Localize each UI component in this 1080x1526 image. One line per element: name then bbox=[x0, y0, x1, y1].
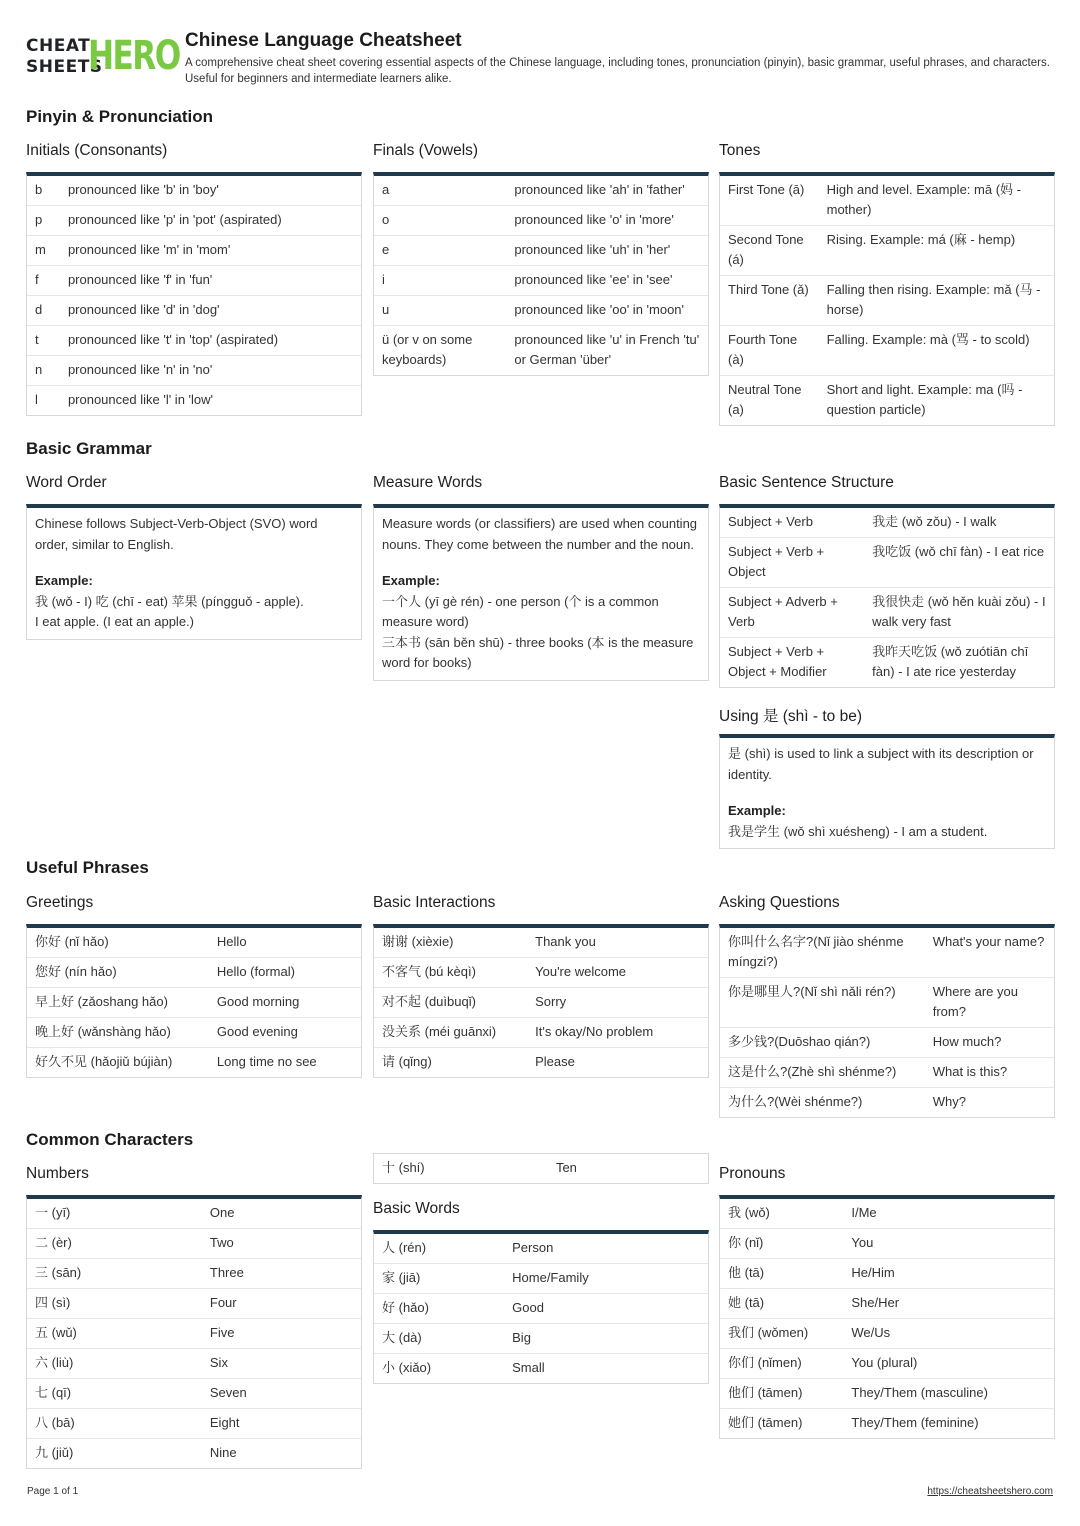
term-cell: 好久不见 (hǎojiǔ bújiàn) bbox=[35, 1054, 173, 1069]
tones-table bbox=[719, 172, 1055, 426]
interactions-table bbox=[373, 924, 709, 1078]
numbers-continued-table bbox=[373, 1153, 709, 1184]
definition-cell: Nine bbox=[209, 1445, 237, 1460]
term-cell: 好 (hǎo) bbox=[374, 1294, 504, 1324]
table-row bbox=[720, 176, 1054, 226]
definition-cell: She/Her bbox=[843, 1289, 1054, 1319]
finals-table bbox=[373, 172, 709, 376]
definition-cell: pronounced like 't' in 'top' (aspirated) bbox=[60, 326, 361, 356]
table-row bbox=[720, 1349, 1054, 1379]
term-cell: 五 (wǔ) bbox=[27, 1319, 202, 1349]
table-row bbox=[374, 1294, 708, 1324]
term-cell: a bbox=[374, 176, 506, 206]
term-cell: 对不起 (duìbuqǐ) bbox=[374, 988, 527, 1018]
term-cell: 请 (qǐng) bbox=[382, 1054, 432, 1069]
definition-cell: Please bbox=[535, 1054, 575, 1069]
definition-cell: 我吃饭 (wǒ chī fàn) - I eat rice bbox=[864, 538, 1054, 588]
term-cell: First Tone (ā) bbox=[720, 176, 819, 226]
measure-words-title: Measure Words bbox=[373, 474, 483, 491]
definition-cell: They/Them (masculine) bbox=[843, 1379, 1054, 1409]
definition-cell: Why? bbox=[932, 1094, 966, 1109]
table-row bbox=[720, 1229, 1054, 1259]
term-cell: i bbox=[374, 266, 506, 296]
table-row bbox=[720, 588, 1054, 638]
term-cell: Fourth Tone (à) bbox=[720, 326, 819, 376]
basic-words-title: Basic Words bbox=[373, 1200, 460, 1217]
table-row bbox=[720, 1028, 1054, 1058]
table-row bbox=[27, 356, 361, 386]
term-cell: l bbox=[35, 392, 38, 407]
definition-cell: Ten bbox=[555, 1160, 577, 1175]
term-cell: d bbox=[27, 296, 60, 326]
table-row bbox=[374, 206, 708, 236]
table-row bbox=[720, 376, 1054, 426]
definition-cell: Three bbox=[202, 1259, 361, 1289]
definition-cell: pronounced like 'l' in 'low' bbox=[67, 392, 214, 407]
definition-cell: Hello (formal) bbox=[209, 958, 361, 988]
table-row bbox=[720, 508, 1054, 538]
page-title: Chinese Language Cheatsheet bbox=[185, 30, 462, 51]
term-cell: 六 (liù) bbox=[27, 1349, 202, 1379]
definition-cell: pronounced like 'm' in 'mom' bbox=[60, 236, 361, 266]
table-row bbox=[720, 1199, 1054, 1229]
definition-cell: Where are you from? bbox=[925, 978, 1054, 1028]
definition-cell: Falling then rising. Example: mǎ (马 - horse) bbox=[819, 276, 1054, 326]
definition-cell: What's your name? bbox=[925, 928, 1054, 978]
term-cell: 二 (èr) bbox=[27, 1229, 202, 1259]
definition-cell: pronounced like 'd' in 'dog' bbox=[60, 296, 361, 326]
term-cell: 你是哪里人?(Nǐ shì nǎli rén?) bbox=[720, 978, 925, 1028]
term-cell: 我们 (wǒmen) bbox=[720, 1319, 843, 1349]
example-label: Example: bbox=[35, 573, 93, 588]
definition-cell: Home/Family bbox=[504, 1264, 708, 1294]
term-cell: 我 (wǒ) bbox=[720, 1199, 843, 1229]
questions-title: Asking Questions bbox=[719, 894, 840, 911]
definition-cell: Five bbox=[202, 1319, 361, 1349]
term-cell: Neutral Tone (a) bbox=[728, 382, 802, 417]
table-row bbox=[720, 638, 1054, 688]
definition-cell: Four bbox=[202, 1289, 361, 1319]
term-cell: 您好 (nín hǎo) bbox=[27, 958, 209, 988]
table-row bbox=[27, 1229, 361, 1259]
table-row bbox=[720, 1088, 1054, 1118]
term-cell: f bbox=[27, 266, 60, 296]
table-row bbox=[27, 1379, 361, 1409]
table-row bbox=[720, 928, 1054, 978]
definition-cell: 我很快走 (wǒ hěn kuài zǒu) - I walk very fast bbox=[864, 588, 1054, 638]
table-row bbox=[27, 1018, 361, 1048]
term-cell: 你好 (nǐ hǎo) bbox=[27, 928, 209, 958]
table-row bbox=[27, 958, 361, 988]
table-row bbox=[27, 1199, 361, 1229]
table-row bbox=[720, 226, 1054, 276]
section-title-phrases: Useful Phrases bbox=[26, 858, 149, 877]
table-row bbox=[374, 1264, 708, 1294]
section-title-grammar: Basic Grammar bbox=[26, 439, 152, 458]
table-row bbox=[27, 1048, 361, 1078]
definition-cell: Falling. Example: mà (骂 - to scold) bbox=[819, 326, 1054, 376]
definition-cell: What is this? bbox=[925, 1058, 1054, 1088]
definition-cell: Six bbox=[202, 1349, 361, 1379]
table-row bbox=[27, 1289, 361, 1319]
word-order-intro: Chinese follows Subject-Verb-Object (SVO) word order, similar to English. bbox=[35, 516, 318, 552]
using-shi-intro: 是 (shì) is used to link a subject with its description or identity. bbox=[728, 746, 1034, 782]
definition-cell: pronounced like 'p' in 'pot' (aspirated) bbox=[60, 206, 361, 236]
definition-cell: Good evening bbox=[209, 1018, 361, 1048]
term-cell: u bbox=[374, 296, 506, 326]
table-row bbox=[27, 1439, 361, 1469]
term-cell: 十 (shí) bbox=[382, 1160, 425, 1175]
term-cell: t bbox=[27, 326, 60, 356]
term-cell: Second Tone (á) bbox=[720, 226, 819, 276]
page-description: A comprehensive cheat sheet covering essential aspects of the Chinese language, including tones, pronunciation (pinyin), basic grammar, useful phrases, and characters. Useful for beginners and intermediate learners alike. bbox=[185, 57, 1050, 85]
measure-words-intro: Measure words (or classifiers) are used when counting nouns. They come between the number and the noun. bbox=[382, 516, 698, 552]
word-order-title: Word Order bbox=[26, 474, 107, 491]
definition-cell: Good morning bbox=[209, 988, 361, 1018]
table-row bbox=[374, 236, 708, 266]
definition-cell: 我昨天吃饭 (wǒ zuótiān chī fàn) - I ate rice yesterday bbox=[872, 644, 1029, 679]
table-row bbox=[27, 386, 361, 416]
table-row bbox=[720, 1319, 1054, 1349]
cheatsheetshero-logo[interactable] bbox=[26, 33, 180, 80]
definition-cell: I/Me bbox=[843, 1199, 1054, 1229]
table-row bbox=[374, 958, 708, 988]
definition-cell: Short and light. Example: ma (吗 - question particle) bbox=[826, 382, 1023, 417]
definition-cell: Good bbox=[504, 1294, 708, 1324]
term-cell: 他们 (tāmen) bbox=[720, 1379, 843, 1409]
term-cell: 她 (tā) bbox=[720, 1289, 843, 1319]
term-cell: 八 (bā) bbox=[27, 1409, 202, 1439]
example-label: Example: bbox=[728, 803, 786, 818]
logo-hero: HERO bbox=[88, 33, 180, 79]
term-cell: 一 (yī) bbox=[27, 1199, 202, 1229]
table-row bbox=[27, 1319, 361, 1349]
table-row bbox=[27, 1259, 361, 1289]
definition-cell: High and level. Example: mā (妈 - mother) bbox=[819, 176, 1054, 226]
definition-cell: pronounced like 'ah' in 'father' bbox=[506, 176, 708, 206]
definition-cell: It's okay/No problem bbox=[527, 1018, 708, 1048]
term-cell: 三 (sān) bbox=[27, 1259, 202, 1289]
measure-words-example-2: 三本书 (sān běn shū) - three books (本 is the measure word for books) bbox=[382, 634, 694, 670]
table-row bbox=[27, 266, 361, 296]
word-order-example: 我 (wǒ - I) 吃 (chī - eat) 苹果 (píngguǒ - apple). bbox=[35, 593, 304, 609]
numbers-title: Numbers bbox=[26, 1165, 89, 1182]
term-cell: 你 (nǐ) bbox=[720, 1229, 843, 1259]
numbers-table bbox=[26, 1195, 362, 1469]
measure-words-example-1: 一个人 (yī gè rén) - one person (个 is a common measure word) bbox=[382, 593, 659, 629]
term-cell: 晚上好 (wǎnshàng hǎo) bbox=[27, 1018, 209, 1048]
term-cell: 早上好 (zǎoshang hǎo) bbox=[27, 988, 209, 1018]
greetings-table bbox=[26, 924, 362, 1078]
definition-cell: pronounced like 'uh' in 'her' bbox=[506, 236, 708, 266]
table-row bbox=[27, 296, 361, 326]
table-row bbox=[27, 1409, 361, 1439]
table-row bbox=[374, 326, 708, 376]
term-cell: 你们 (nǐmen) bbox=[720, 1349, 843, 1379]
term-cell: 多少钱?(Duōshao qián?) bbox=[720, 1028, 925, 1058]
term-cell: o bbox=[374, 206, 506, 236]
table-row bbox=[27, 206, 361, 236]
term-cell: 谢谢 (xièxie) bbox=[374, 928, 527, 958]
initials-table bbox=[26, 172, 362, 416]
pronouns-title: Pronouns bbox=[719, 1165, 786, 1182]
definition-cell: He/Him bbox=[843, 1259, 1054, 1289]
page-number: Page 1 of 1 bbox=[27, 1486, 79, 1497]
term-cell: Subject + Verb + Object + Modifier bbox=[728, 644, 827, 679]
term-cell: Subject + Verb bbox=[720, 508, 864, 538]
section-title-characters: Common Characters bbox=[26, 1130, 194, 1149]
term-cell: 四 (sì) bbox=[27, 1289, 202, 1319]
term-cell: 不客气 (bú kèqì) bbox=[374, 958, 527, 988]
definition-cell: They/Them (feminine) bbox=[851, 1415, 979, 1430]
term-cell: 大 (dà) bbox=[374, 1324, 504, 1354]
definition-cell: Thank you bbox=[527, 928, 708, 958]
term-cell: Third Tone (ǎ) bbox=[720, 276, 819, 326]
definition-cell: pronounced like 'f' in 'fun' bbox=[60, 266, 361, 296]
definition-cell: You bbox=[843, 1229, 1054, 1259]
table-row bbox=[720, 978, 1054, 1028]
sentence-structure-title: Basic Sentence Structure bbox=[719, 474, 894, 491]
pronouns-table bbox=[719, 1195, 1055, 1439]
greetings-title: Greetings bbox=[26, 894, 94, 911]
term-cell: e bbox=[374, 236, 506, 266]
definition-cell: pronounced like 'oo' in 'moon' bbox=[506, 296, 708, 326]
questions-table bbox=[719, 924, 1055, 1118]
table-row bbox=[720, 326, 1054, 376]
term-cell: 九 (jiǔ) bbox=[35, 1445, 74, 1460]
term-cell: n bbox=[27, 356, 60, 386]
term-cell: 这是什么?(Zhè shì shénme?) bbox=[720, 1058, 925, 1088]
table-row bbox=[374, 1018, 708, 1048]
word-order-box bbox=[26, 504, 362, 640]
term-cell: 他 (tā) bbox=[720, 1259, 843, 1289]
term-cell: m bbox=[27, 236, 60, 266]
definition-cell: You're welcome bbox=[527, 958, 708, 988]
measure-words-box bbox=[373, 504, 709, 681]
table-row bbox=[27, 236, 361, 266]
term-cell: Subject + Adverb + Verb bbox=[720, 588, 864, 638]
using-shi-example: 我是学生 (wǒ shì xuésheng) - I am a student. bbox=[728, 823, 988, 839]
term-cell: 七 (qī) bbox=[27, 1379, 202, 1409]
definition-cell: 我走 (wǒ zǒu) - I walk bbox=[864, 508, 1054, 538]
term-cell: 没关系 (méi guānxi) bbox=[374, 1018, 527, 1048]
interactions-title: Basic Interactions bbox=[373, 894, 496, 911]
header bbox=[26, 30, 1056, 90]
tones-title: Tones bbox=[719, 142, 761, 159]
table-row bbox=[374, 988, 708, 1018]
definition-cell: pronounced like 'b' in 'boy' bbox=[60, 176, 361, 206]
using-shi-box bbox=[719, 734, 1055, 849]
definition-cell: pronounced like 'o' in 'more' bbox=[506, 206, 708, 236]
finals-title: Finals (Vowels) bbox=[373, 142, 479, 159]
definition-cell: Hello bbox=[209, 928, 361, 958]
using-shi-title: Using 是 (shì - to be) bbox=[719, 708, 862, 725]
table-row bbox=[374, 296, 708, 326]
table-row bbox=[27, 928, 361, 958]
term-cell: ü (or v on some keyboards) bbox=[382, 332, 473, 367]
table-row bbox=[374, 266, 708, 296]
term-cell: p bbox=[27, 206, 60, 236]
table-row bbox=[720, 276, 1054, 326]
table-row bbox=[374, 1234, 708, 1264]
table-row bbox=[27, 326, 361, 356]
definition-cell: One bbox=[202, 1199, 361, 1229]
definition-cell: Big bbox=[504, 1324, 708, 1354]
table-row bbox=[374, 1354, 708, 1384]
definition-cell: Small bbox=[512, 1360, 545, 1375]
table-row bbox=[374, 1154, 708, 1183]
term-cell: b bbox=[27, 176, 60, 206]
definition-cell: We/Us bbox=[843, 1319, 1054, 1349]
table-row bbox=[27, 176, 361, 206]
table-row bbox=[720, 1058, 1054, 1088]
term-cell: 家 (jiā) bbox=[374, 1264, 504, 1294]
table-row bbox=[374, 928, 708, 958]
site-link[interactable]: https://cheatsheetshero.com bbox=[927, 1486, 1053, 1497]
term-cell: Subject + Verb + Object bbox=[720, 538, 864, 588]
table-row bbox=[720, 1289, 1054, 1319]
definition-cell: Person bbox=[504, 1234, 708, 1264]
sentence-structure-table bbox=[719, 504, 1055, 688]
initials-title: Initials (Consonants) bbox=[26, 142, 168, 159]
term-cell: 为什么?(Wèi shénme?) bbox=[728, 1094, 863, 1109]
definition-cell: Seven bbox=[202, 1379, 361, 1409]
table-row bbox=[374, 1048, 708, 1078]
table-row bbox=[720, 1379, 1054, 1409]
table-row bbox=[374, 176, 708, 206]
table-row bbox=[720, 1259, 1054, 1289]
term-cell: 小 (xiǎo) bbox=[382, 1360, 432, 1375]
logo-text: CHEAT SHEETS bbox=[26, 36, 103, 77]
definition-cell: pronounced like 'n' in 'no' bbox=[60, 356, 361, 386]
definition-cell: Long time no see bbox=[216, 1054, 317, 1069]
definition-cell: Sorry bbox=[527, 988, 708, 1018]
definition-cell: Rising. Example: má (麻 - hemp) bbox=[819, 226, 1054, 276]
section-title-pinyin: Pinyin & Pronunciation bbox=[26, 107, 214, 126]
definition-cell: pronounced like 'u' in French 'tu' or German 'über' bbox=[514, 332, 700, 367]
definition-cell: You (plural) bbox=[843, 1349, 1054, 1379]
table-row bbox=[374, 1324, 708, 1354]
definition-cell: pronounced like 'ee' in 'see' bbox=[506, 266, 708, 296]
term-cell: 人 (rén) bbox=[374, 1234, 504, 1264]
example-label: Example: bbox=[382, 573, 440, 588]
term-cell: 你叫什么名字?(Nǐ jiào shénme míngzi?) bbox=[720, 928, 925, 978]
table-row bbox=[27, 988, 361, 1018]
table-row bbox=[27, 1349, 361, 1379]
word-order-translation: I eat apple. (I eat an apple.) bbox=[35, 614, 194, 629]
table-row bbox=[720, 1409, 1054, 1439]
term-cell: 她们 (tāmen) bbox=[728, 1415, 803, 1430]
definition-cell: How much? bbox=[925, 1028, 1054, 1058]
definition-cell: Eight bbox=[202, 1409, 361, 1439]
definition-cell: Two bbox=[202, 1229, 361, 1259]
table-row bbox=[720, 538, 1054, 588]
basic-words-table bbox=[373, 1230, 709, 1384]
